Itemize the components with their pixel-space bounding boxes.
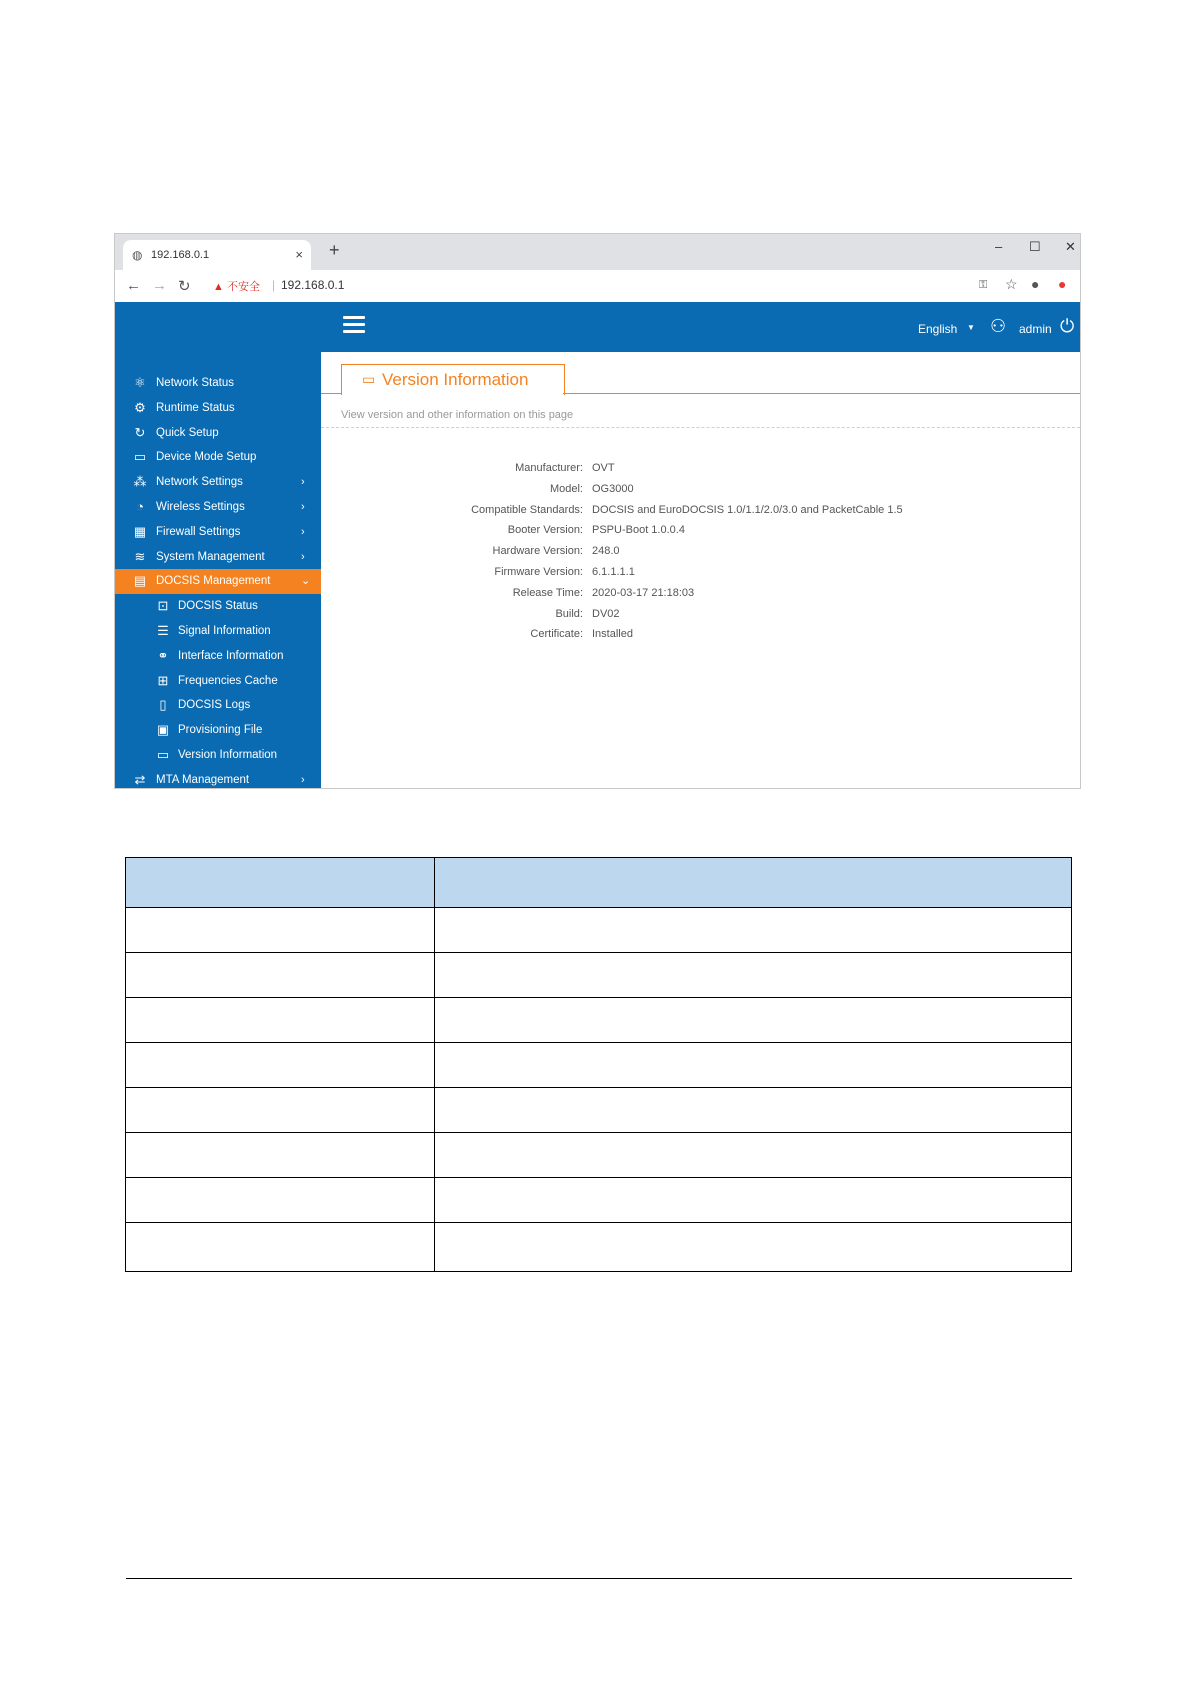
table-cell [126,1178,435,1223]
table-header-cell [435,858,1072,908]
table-cell [126,908,435,953]
sidebar-item-system-management[interactable]: ≋ System Management › [115,545,321,570]
chart-icon: ⊡ [157,598,169,614]
version-info-list [321,462,1021,649]
info-row-model: Model: OG3000 [549,482,634,495]
main-content [321,352,1080,788]
new-tab-button[interactable]: + [329,240,340,260]
sidebar-item-device-mode-setup[interactable]: ▭ Device Mode Setup [115,445,321,470]
log-icon: ▯ [159,697,167,713]
table-cell [435,1088,1072,1133]
table-cell [435,1043,1072,1088]
message-icon: ▭ [156,746,170,762]
table-cell [126,1088,435,1133]
table-cell [126,1133,435,1178]
layers-icon: ≋ [134,548,146,564]
browser-tab-bar [115,234,1080,270]
browser-tab[interactable] [123,240,311,270]
list-icon: ☰ [157,622,169,638]
table-cell [126,953,435,998]
table-cell [435,1133,1072,1178]
chevron-right-icon: › [301,773,305,786]
table-cell [435,1223,1072,1272]
chevron-right-icon: › [301,500,305,513]
address-bar [115,270,1080,303]
warning-icon: ▲ [213,281,227,293]
sidebar-subitem-version-information[interactable]: ▭ Version Information [115,743,321,768]
security-warning[interactable]: ▲ 不安全 [213,281,260,293]
forward-arrow-icon[interactable]: → [152,277,167,294]
tab-close-icon[interactable]: × [295,247,303,262]
refresh-icon: ↻ [134,424,146,440]
chevron-right-icon: › [301,550,305,563]
sidebar-item-wireless-settings[interactable]: ◔ Wireless Settings › [115,495,321,520]
firewall-icon: ▦ [133,523,147,539]
monitor-icon: ▭ [133,449,147,465]
sidebar-item-docsis-management[interactable]: ▤ DOCSIS Management ⌄ [115,569,321,594]
divider [321,427,1080,428]
chevron-right-icon: › [301,525,305,538]
document-table [125,857,1072,1272]
globe-icon: ◍ [132,248,143,262]
sidebar-subitem-signal-information[interactable]: ☰ Signal Information [115,619,321,644]
tab-underline [321,393,341,394]
user-icon[interactable]: ⚇ [990,316,1007,336]
maximize-button[interactable]: ☐ [1029,239,1041,254]
tab-version-information[interactable] [341,364,565,395]
browser-screenshot [114,233,1081,789]
username[interactable]: admin [1019,322,1052,336]
table-row [126,1223,1072,1272]
table-cell [126,998,435,1043]
mta-icon: ⇄ [134,771,146,787]
table-row [126,1043,1072,1088]
url-field[interactable]: 192.168.0.1 [281,278,345,292]
minimize-button[interactable]: – [995,239,1003,254]
wireless-icon: ◔ [136,498,144,514]
info-row-release-time: Release Time: 2020-03-17 21:18:03 [512,586,695,599]
table-cell [435,953,1072,998]
info-row-booter-version: Booter Version: PSPU-Boot 1.0.0.4 [507,524,685,537]
info-row-manufacturer: Manufacturer: OVT [515,462,615,474]
table-cell [435,1178,1072,1223]
table-row [126,1133,1072,1178]
table-row [126,953,1072,998]
address-separator: | [272,278,276,292]
table-cell [126,1043,435,1088]
table-cell [435,908,1072,953]
document-icon: ▤ [133,573,147,589]
page-description: View version and other information on this page [341,409,574,421]
reload-icon[interactable]: ↻ [178,278,191,295]
sidebar-item-runtime-status[interactable]: ⚙ Runtime Status [115,396,321,421]
table-cell [435,998,1072,1043]
sidebar-subitem-docsis-status[interactable]: ⊡ DOCSIS Status [115,594,321,619]
account-icon[interactable]: ● [1031,276,1040,292]
tab-title: 192.168.0.1 [151,249,210,261]
info-row-certificate: Certificate: Installed [530,628,633,641]
table-header-cell [126,858,435,908]
sidebar-subitem-frequencies-cache[interactable]: ⊞ Frequencies Cache [115,669,321,694]
message-icon: ▭ [362,371,376,387]
menu-toggle-icon[interactable] [343,316,365,337]
sidebar-subitem-provisioning-file[interactable]: ▣ Provisioning File [115,718,321,743]
info-row-build: Build: DV02 [555,607,620,620]
interface-icon: ⚭ [157,647,169,663]
sidebar-item-network-status[interactable]: ⚛ Network Status [115,371,321,396]
page-title: Version Information [382,370,529,389]
language-select[interactable]: English [918,322,958,336]
network-tree-icon: ⁂ [133,474,147,490]
key-icon[interactable]: ⚿ [979,279,988,291]
table-row [126,1088,1072,1133]
sidebar-item-firewall-settings[interactable]: ▦ Firewall Settings › [115,520,321,545]
extension-icon[interactable]: ● [1058,276,1067,292]
caret-down-icon[interactable]: ▼ [967,323,975,332]
sidebar-item-mta-management[interactable]: ⇄ MTA Management › [115,768,321,789]
chevron-down-icon: ⌄ [301,575,311,588]
star-icon[interactable]: ☆ [1005,276,1018,292]
back-arrow-icon[interactable]: ← [126,277,141,294]
table-row [126,908,1072,953]
table-row [126,998,1072,1043]
close-window-button[interactable]: ✕ [1065,239,1076,254]
sidebar-item-network-settings[interactable]: ⁂ Network Settings › [115,470,321,495]
chevron-right-icon: › [301,476,305,489]
info-row-compatible-standards: Compatible Standards: DOCSIS and EuroDOCSIS 1.0/1.1/2.0/3.0 and PacketCable 1.5 [471,503,903,516]
cache-icon: ⊞ [157,672,169,688]
info-row-hardware-version: Hardware Version: 248.0 [492,545,620,558]
info-row-firmware-version: Firmware Version: 6.1.1.1.1 [494,565,635,578]
table-cell [126,1223,435,1272]
sidebar [115,352,321,789]
network-status-icon: ⚛ [134,375,146,390]
footer-rule [126,1578,1072,1579]
table-header-row [126,858,1072,908]
sidebar-item-quick-setup[interactable]: ↻ Quick Setup [115,421,321,446]
sidebar-subitem-docsis-logs[interactable]: ▯ DOCSIS Logs [115,693,321,718]
gears-icon: ⚙ [134,399,146,415]
power-icon[interactable]: ⏻ [1060,316,1075,336]
tab-underline [563,393,1080,394]
app-header [115,302,1080,352]
file-icon: ▣ [156,722,170,738]
sidebar-subitem-interface-information[interactable]: ⚭ Interface Information [115,644,321,669]
table-row [126,1178,1072,1223]
